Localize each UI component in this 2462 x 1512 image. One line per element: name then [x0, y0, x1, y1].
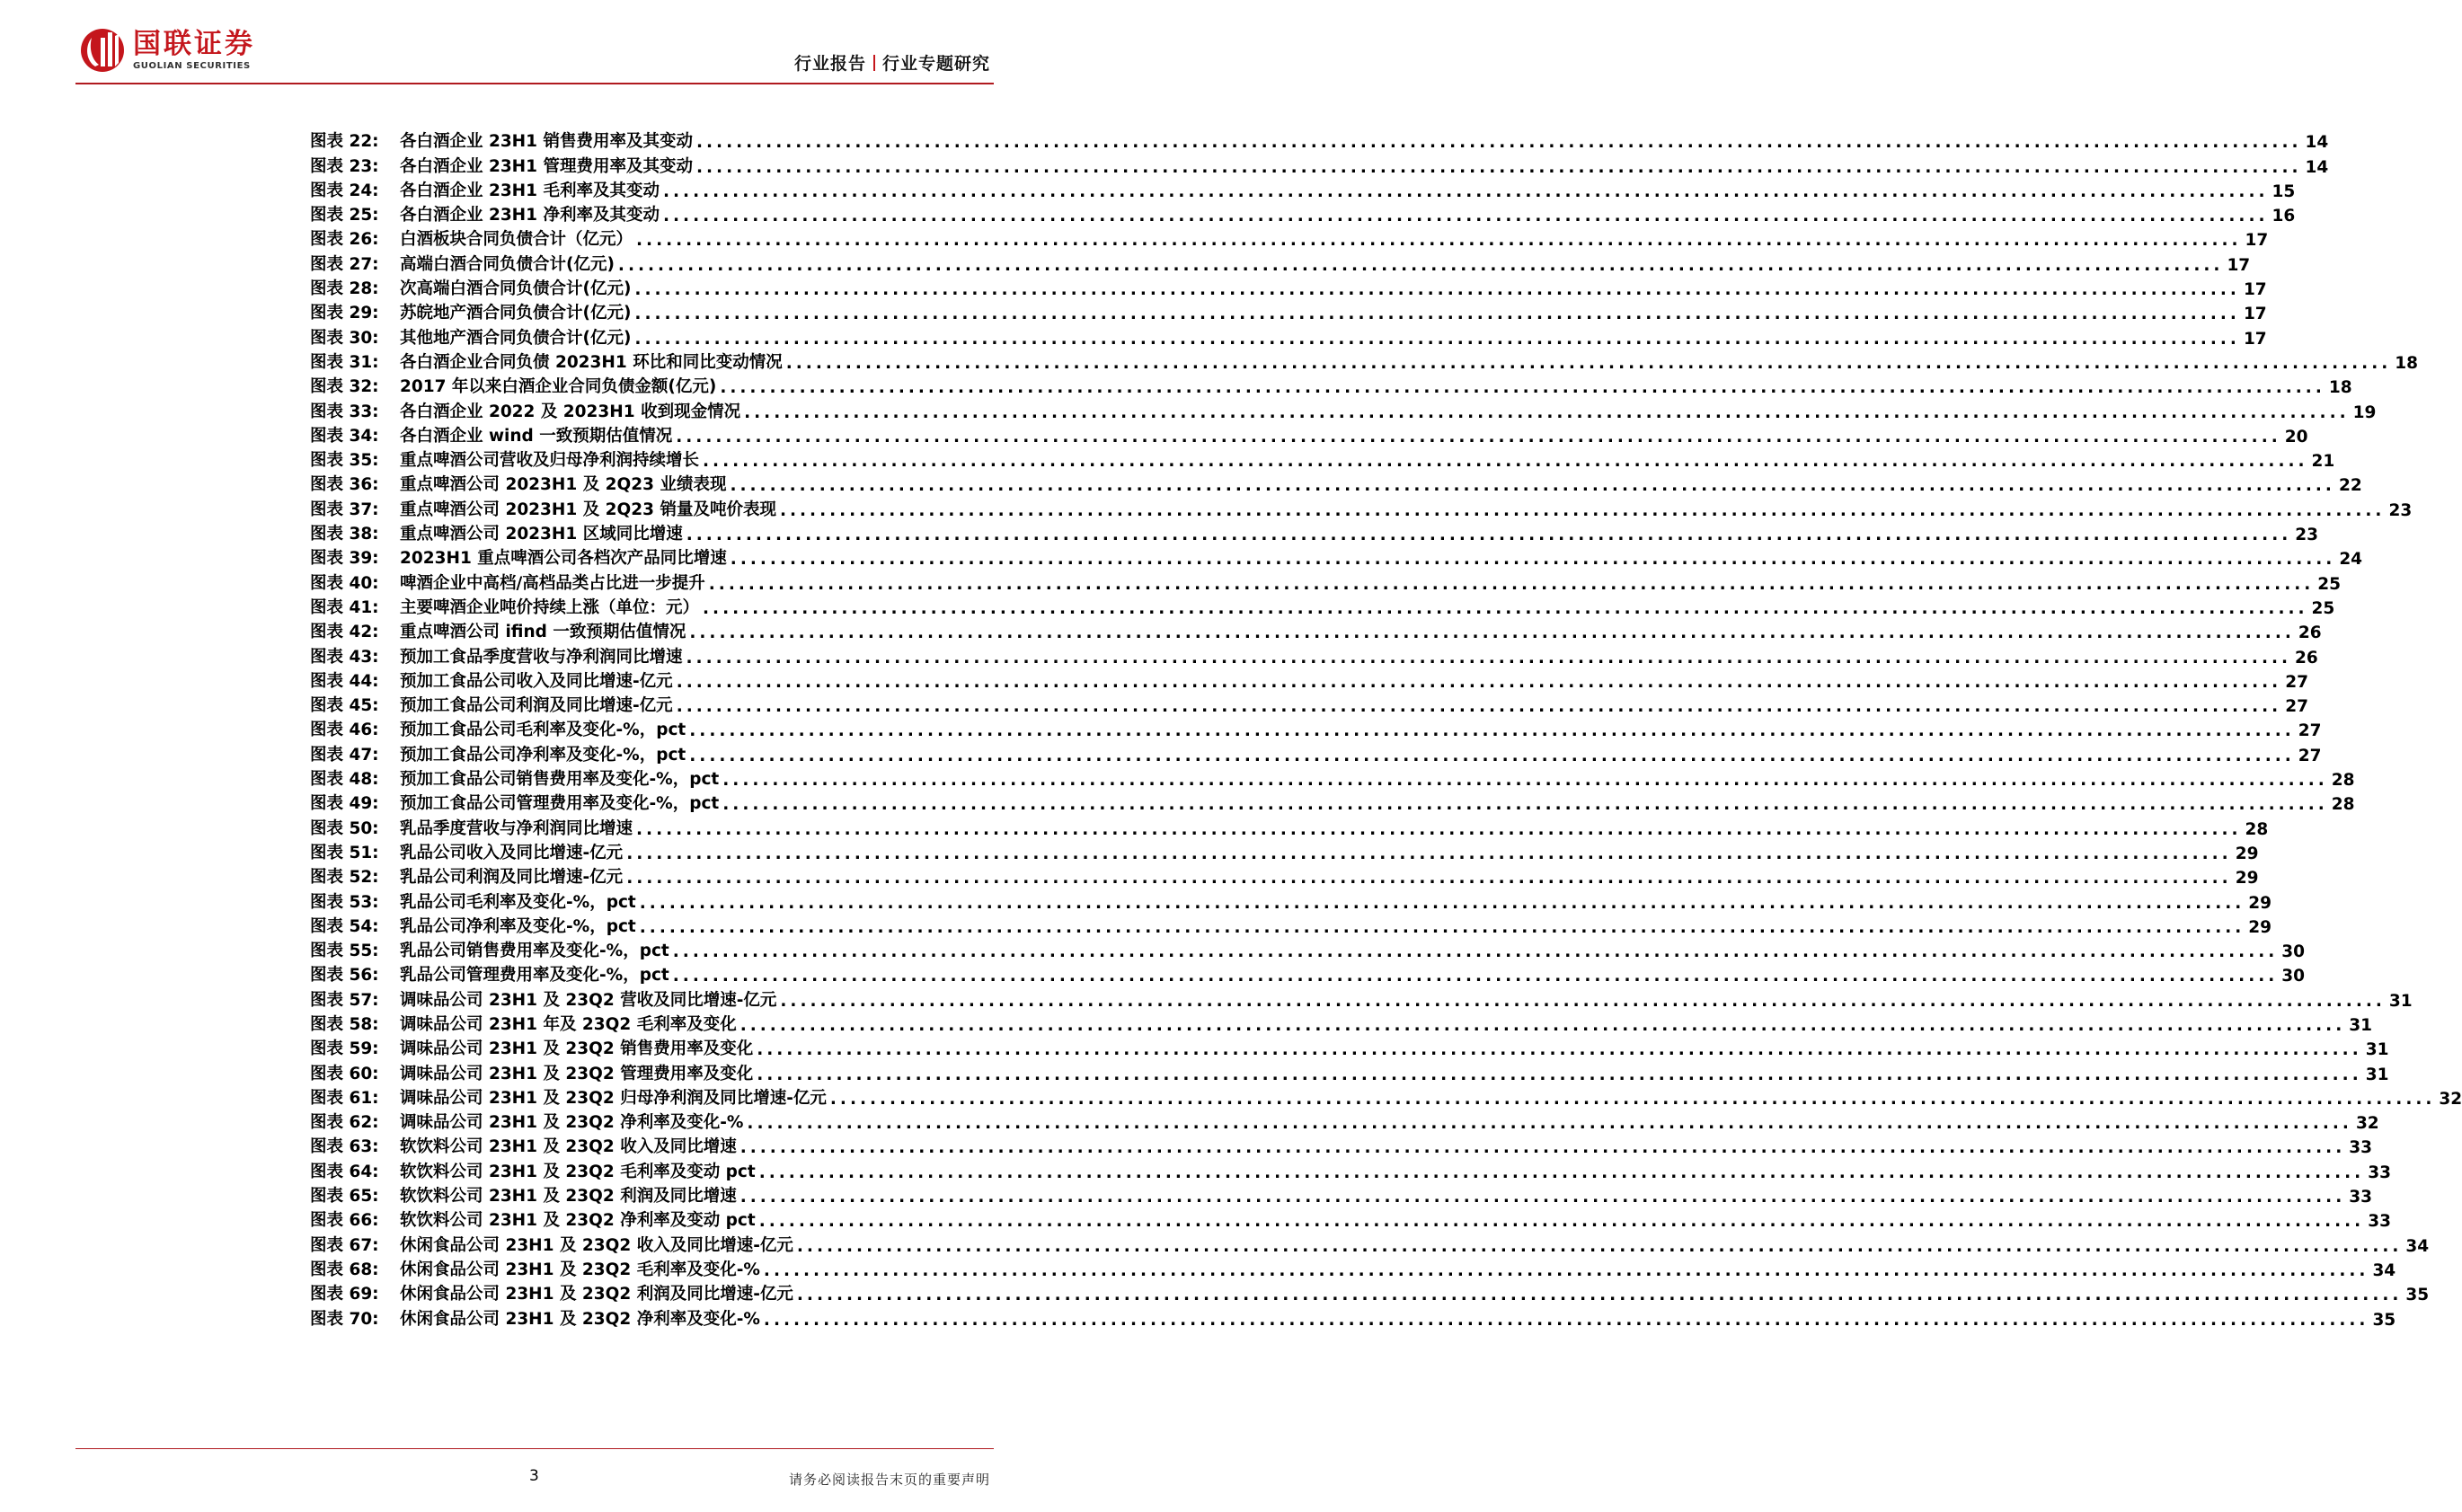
figure-page-number: 35	[2405, 1286, 2430, 1305]
figure-label: 图表 56:	[310, 966, 379, 986]
leader-dots	[703, 599, 2308, 618]
toc-entry[interactable]	[310, 1280, 2430, 1305]
leader-dots	[673, 967, 2279, 986]
figure-page-number: 32	[2355, 1114, 2379, 1134]
figure-label: 图表 26:	[310, 230, 379, 250]
leader-dots	[730, 476, 2335, 495]
figure-label: 图表 58:	[310, 1014, 379, 1034]
leader-dots	[780, 992, 2386, 1011]
toc-entry[interactable]	[310, 1304, 2396, 1330]
report-type: 行业报告	[793, 54, 866, 74]
figure-page-number: 27	[2285, 672, 2308, 692]
leader-dots	[634, 280, 2240, 299]
figure-title: 各白酒企业合同负债 2023H1 环比和同比变动情况	[400, 352, 783, 372]
leader-dots	[677, 697, 2282, 716]
leader-dots	[703, 452, 2308, 471]
toc-entry[interactable]	[310, 1231, 2430, 1256]
figure-page-number: 28	[2331, 771, 2355, 791]
figure-page-number: 34	[2405, 1236, 2430, 1256]
figure-label: 图表 60:	[310, 1064, 379, 1083]
figure-label: 图表 27:	[310, 254, 379, 274]
toc-entry[interactable]	[310, 569, 2342, 594]
figure-title: 调味品公司 23H1 及 23Q2 归母净利润及同比增速-亿元	[400, 1088, 827, 1108]
toc-entry[interactable]	[310, 201, 2296, 226]
figure-page-number: 15	[2272, 181, 2296, 201]
figure-label: 图表 61:	[310, 1088, 379, 1108]
logo-chinese-name: 国联证券	[133, 28, 255, 60]
figure-label: 图表 39:	[310, 549, 379, 569]
figure-label: 图表 43:	[310, 647, 379, 667]
leader-dots	[686, 649, 2292, 668]
leader-dots	[759, 1163, 2365, 1182]
figure-page-number: 20	[2284, 427, 2308, 447]
leader-dots	[676, 428, 2281, 447]
leader-dots	[689, 747, 2295, 765]
figure-title: 软饮料公司 23H1 及 23Q2 利润及同比增速	[400, 1187, 737, 1207]
toc-entry[interactable]	[310, 937, 2306, 962]
leader-dots	[640, 918, 2245, 937]
report-subtype: 行业专题研究	[881, 54, 990, 74]
toc-entry[interactable]	[310, 1035, 2389, 1060]
figure-title: 重点啤酒公司营收及归母净利润持续增长	[400, 451, 700, 471]
leader-dots	[797, 1286, 2403, 1304]
leader-dots	[830, 1090, 2436, 1109]
toc-entry[interactable]	[310, 839, 2259, 863]
figure-label: 图表 48:	[310, 770, 379, 790]
figure-page-number: 19	[2352, 402, 2377, 422]
figure-page-number: 33	[2368, 1163, 2391, 1182]
figure-title: 软饮料公司 23H1 及 23Q2 净利率及变动 pct	[400, 1211, 756, 1231]
figure-label: 图表 35:	[310, 451, 379, 471]
toc-entry[interactable]	[310, 373, 2352, 398]
toc-entry[interactable]	[310, 888, 2272, 913]
figure-label: 图表 22:	[310, 132, 379, 152]
toc-entry[interactable]	[310, 1133, 2372, 1158]
figure-label: 图表 64:	[310, 1162, 379, 1181]
figure-page-number: 29	[2248, 917, 2272, 937]
figure-page-number: 24	[2339, 550, 2363, 570]
figure-label: 图表 45:	[310, 696, 379, 716]
figure-title: 主要啤酒企业吨价持续上涨（单位：元）	[400, 597, 700, 617]
figure-title: 重点啤酒公司 2023H1 及 2Q23 业绩表现	[400, 475, 727, 495]
leader-dots	[636, 231, 2242, 250]
toc-entry[interactable]	[310, 397, 2377, 422]
figure-title: 乳品公司收入及同比增速-亿元	[400, 843, 624, 862]
toc-entry[interactable]	[310, 668, 2308, 692]
leader-dots	[689, 721, 2295, 740]
figure-page-number: 27	[2298, 721, 2322, 741]
figure-title: 2017 年以来白酒企业合同负债金额(亿元)	[400, 377, 717, 397]
leader-dots	[780, 501, 2386, 520]
leader-dots	[740, 1016, 2346, 1035]
toc-entry[interactable]	[310, 1084, 2462, 1109]
leader-dots	[786, 354, 2392, 373]
toc-entry[interactable]	[310, 618, 2322, 643]
leader-dots	[757, 1065, 2362, 1084]
figure-title: 调味品公司 23H1 及 23Q2 营收及同比增速-亿元	[400, 990, 777, 1010]
figure-page-number: 29	[2248, 893, 2272, 913]
figure-label: 图表 51:	[310, 843, 379, 862]
figure-title: 休闲食品公司 23H1 及 23Q2 净利率及变化-%	[400, 1309, 760, 1329]
toc-entry[interactable]	[310, 1059, 2389, 1084]
figure-title: 乳品公司管理费用率及变化-%，pct	[400, 966, 669, 986]
figure-label: 图表 70:	[310, 1309, 379, 1329]
figure-label: 图表 37:	[310, 500, 379, 519]
figure-page-number: 28	[2331, 795, 2355, 815]
figure-title: 预加工食品公司收入及同比增速-亿元	[400, 671, 673, 691]
figure-page-number: 31	[2365, 1065, 2389, 1084]
figure-label: 图表 40:	[310, 573, 379, 593]
page-number: 3	[529, 1467, 539, 1485]
figure-label: 图表 57:	[310, 990, 379, 1010]
leader-dots	[634, 305, 2240, 323]
figure-title: 各白酒企业 23H1 净利率及其变动	[400, 206, 660, 225]
figure-title: 白酒板块合同负债合计（亿元）	[400, 230, 633, 250]
figure-title: 预加工食品公司销售费用率及变化-%，pct	[400, 770, 720, 790]
figure-page-number: 31	[2388, 991, 2413, 1011]
figure-label: 图表 23:	[310, 156, 379, 176]
leader-dots	[636, 820, 2242, 839]
company-logo	[79, 27, 255, 74]
leader-dots	[731, 550, 2336, 569]
leader-dots	[618, 256, 2224, 275]
leader-dots	[759, 1212, 2365, 1231]
leader-dots	[722, 771, 2328, 790]
figure-page-number: 17	[2227, 255, 2251, 275]
figure-label: 图表 32:	[310, 377, 379, 397]
figure-page-number: 28	[2245, 819, 2269, 839]
figure-title: 其他地产酒合同负债合计(亿元)	[400, 328, 632, 348]
figure-label: 图表 47:	[310, 745, 379, 765]
toc-entry[interactable]	[310, 250, 2251, 275]
leader-dots	[744, 403, 2350, 422]
leader-dots	[663, 182, 2269, 201]
toc-entry[interactable]	[310, 422, 2308, 447]
figure-title: 休闲食品公司 23H1 及 23Q2 毛利率及变化-%	[400, 1260, 760, 1279]
guolian-logo-icon	[79, 27, 126, 74]
figure-page-number: 31	[2365, 1040, 2389, 1060]
leader-dots	[764, 1311, 2369, 1330]
toc-entry[interactable]	[310, 349, 2418, 373]
figure-page-number: 29	[2235, 844, 2259, 863]
figure-page-number: 22	[2338, 476, 2362, 496]
figure-title: 休闲食品公司 23H1 及 23Q2 利润及同比增速-亿元	[400, 1285, 793, 1304]
figure-label: 图表 66:	[310, 1211, 379, 1231]
leader-dots	[709, 575, 2315, 594]
figure-title: 软饮料公司 23H1 及 23Q2 毛利率及变动 pct	[400, 1162, 756, 1181]
figure-page-number: 31	[2349, 1015, 2372, 1035]
figure-title: 调味品公司 23H1 年及 23Q2 毛利率及变化	[400, 1014, 737, 1034]
figure-page-number: 16	[2272, 207, 2296, 226]
leader-dots	[689, 623, 2295, 642]
figure-title: 调味品公司 23H1 及 23Q2 销售费用率及变化	[400, 1039, 754, 1059]
figure-page-number: 18	[2395, 353, 2418, 373]
figure-label: 图表 36:	[310, 475, 379, 495]
figure-title: 休闲食品公司 23H1 及 23Q2 收入及同比增速-亿元	[400, 1235, 793, 1255]
figure-label: 图表 41:	[310, 597, 379, 617]
toc-entry[interactable]	[310, 177, 2296, 201]
figure-label: 图表 24:	[310, 181, 379, 200]
toc-entry[interactable]	[310, 986, 2413, 1011]
toc-entry[interactable]	[310, 863, 2259, 889]
figure-title: 各白酒企业 wind 一致预期估值情况	[400, 426, 673, 446]
figure-label: 图表 52:	[310, 868, 379, 888]
figure-page-number: 30	[2281, 942, 2306, 962]
toc-entry[interactable]	[310, 814, 2269, 839]
figure-label: 图表 28:	[310, 279, 379, 299]
figure-page-number: 18	[2328, 378, 2352, 398]
figure-title: 调味品公司 23H1 及 23Q2 净利率及变化-%	[400, 1113, 744, 1133]
toc-entry[interactable]	[310, 299, 2267, 324]
figure-title: 重点啤酒公司 2023H1 及 2Q23 销量及吨价表现	[400, 500, 776, 519]
figure-label: 图表 63:	[310, 1137, 379, 1157]
figure-label: 图表 38:	[310, 525, 379, 544]
figure-page-number: 33	[2349, 1188, 2372, 1207]
figure-page-number: 33	[2368, 1212, 2391, 1232]
figure-label: 图表 67:	[310, 1235, 379, 1255]
figure-page-number: 17	[2245, 231, 2269, 251]
toc-entry[interactable]	[310, 1011, 2372, 1035]
figure-label: 图表 53:	[310, 892, 379, 912]
figure-page-number: 33	[2349, 1138, 2372, 1158]
figure-page-number: 26	[2295, 648, 2318, 668]
figure-page-number: 26	[2298, 623, 2322, 643]
toc-entry[interactable]	[310, 152, 2329, 177]
leader-dots	[640, 894, 2245, 913]
figure-page-number: 27	[2285, 697, 2308, 717]
figure-page-number: 32	[2439, 1089, 2462, 1109]
figure-title: 重点啤酒公司 2023H1 区域同比增速	[400, 525, 683, 544]
leader-dots	[722, 795, 2328, 814]
figure-title: 重点啤酒公司 ifind 一致预期估值情况	[400, 623, 686, 642]
page-header	[0, 0, 1069, 90]
leader-dots	[740, 1138, 2346, 1157]
figure-label: 图表 62:	[310, 1113, 379, 1133]
figure-title: 苏皖地产酒合同负债合计(亿元)	[400, 304, 632, 323]
toc-entry[interactable]	[310, 740, 2322, 765]
toc-entry[interactable]	[310, 323, 2267, 349]
toc-entry[interactable]	[310, 1256, 2396, 1280]
toc-entry[interactable]	[310, 447, 2335, 472]
toc-entry[interactable]	[310, 128, 2329, 153]
leader-dots	[696, 158, 2302, 177]
leader-dots	[663, 207, 2269, 225]
figure-page-number: 17	[2243, 329, 2267, 349]
leader-dots	[686, 526, 2292, 544]
footer-divider	[75, 1448, 994, 1449]
leader-dots	[747, 1114, 2352, 1133]
header-divider	[75, 83, 994, 84]
figure-title: 各白酒企业 23H1 销售费用率及其变动	[400, 132, 693, 152]
figure-label: 图表 34:	[310, 426, 379, 446]
figure-title: 乳品公司毛利率及变化-%，pct	[400, 892, 636, 912]
figure-title: 各白酒企业 23H1 管理费用率及其变动	[400, 156, 693, 176]
figure-page-number: 25	[2311, 598, 2335, 618]
leader-dots	[626, 869, 2232, 888]
figure-page-number: 23	[2295, 526, 2318, 545]
toc-entry[interactable]	[310, 790, 2355, 815]
toc-entry[interactable]	[310, 913, 2272, 937]
figure-label: 图表 44:	[310, 671, 379, 691]
toc-entry[interactable]	[310, 961, 2306, 986]
figure-page-number: 30	[2281, 967, 2306, 986]
figure-label: 图表 30:	[310, 328, 379, 348]
figure-page-number: 21	[2311, 452, 2335, 472]
toc-entry[interactable]	[310, 544, 2363, 570]
figure-title: 预加工食品公司净利率及变化-%，pct	[400, 745, 686, 765]
figure-title: 次高端白酒合同负债合计(亿元)	[400, 279, 632, 299]
figure-title: 预加工食品公司毛利率及变化-%，pct	[400, 721, 686, 740]
leader-dots	[720, 378, 2325, 397]
figure-page-number: 14	[2305, 157, 2329, 177]
figure-label: 图表 33:	[310, 402, 379, 421]
figure-label: 图表 54:	[310, 916, 379, 936]
figure-title: 乳品季度营收与净利润同比增速	[400, 818, 633, 838]
leader-dots	[797, 1237, 2403, 1256]
figure-title: 调味品公司 23H1 及 23Q2 管理费用率及变化	[400, 1064, 754, 1083]
toc-entry[interactable]	[310, 1207, 2391, 1232]
figure-title: 各白酒企业 23H1 毛利率及其变动	[400, 181, 660, 200]
figure-title: 高端白酒合同负债合计(亿元)	[400, 254, 615, 274]
figure-label: 图表 42:	[310, 623, 379, 642]
figure-label: 图表 50:	[310, 818, 379, 838]
leader-dots	[696, 133, 2302, 152]
figure-label: 图表 65:	[310, 1187, 379, 1207]
footer-disclaimer: 请务必阅读报告末页的重要声明	[788, 1472, 990, 1488]
toc-entry[interactable]	[310, 692, 2308, 717]
figure-title: 乳品公司净利率及变化-%，pct	[400, 916, 636, 936]
figure-page-number: 23	[2388, 500, 2413, 520]
report-category	[794, 50, 990, 75]
leader-dots	[634, 330, 2240, 349]
figure-label: 图表 46:	[310, 721, 379, 740]
leader-dots	[626, 844, 2232, 863]
toc-entry[interactable]	[310, 594, 2335, 618]
table-of-figures	[310, 128, 2462, 1330]
figure-page-number: 17	[2243, 305, 2267, 324]
figure-title: 预加工食品公司管理费用率及变化-%，pct	[400, 794, 720, 814]
toc-entry[interactable]	[310, 1182, 2372, 1207]
figure-label: 图表 59:	[310, 1039, 379, 1059]
toc-entry[interactable]	[310, 1109, 2379, 1134]
leader-dots	[673, 942, 2279, 961]
toc-entry[interactable]	[310, 1157, 2391, 1182]
toc-entry[interactable]	[310, 495, 2413, 520]
figure-page-number: 25	[2317, 574, 2342, 594]
figure-title: 各白酒企业 2022 及 2023H1 收到现金情况	[400, 402, 741, 421]
logo-english-name: GUOLIAN SECURITIES	[133, 61, 251, 71]
figure-page-number: 34	[2372, 1260, 2396, 1280]
leader-dots	[764, 1261, 2369, 1280]
toc-entry[interactable]	[310, 642, 2318, 668]
figure-title: 预加工食品公司利润及同比增速-亿元	[400, 696, 673, 716]
toc-entry[interactable]	[310, 520, 2318, 545]
leader-dots	[757, 1040, 2362, 1059]
toc-entry[interactable]	[310, 225, 2269, 251]
header-separator	[873, 55, 875, 71]
toc-entry[interactable]	[310, 471, 2362, 496]
figure-page-number: 27	[2298, 746, 2322, 765]
toc-entry[interactable]	[310, 275, 2267, 300]
figure-title: 2023H1 重点啤酒公司各档次产品同比增速	[400, 549, 727, 569]
leader-dots	[740, 1188, 2346, 1207]
figure-title: 预加工食品季度营收与净利润同比增速	[400, 647, 683, 667]
figure-title: 啤酒企业中高档/高档品类占比进一步提升	[400, 573, 705, 593]
figure-label: 图表 55:	[310, 942, 379, 961]
figure-title: 软饮料公司 23H1 及 23Q2 收入及同比增速	[400, 1137, 737, 1157]
toc-entry[interactable]	[310, 765, 2355, 791]
toc-entry[interactable]	[310, 716, 2322, 741]
figure-label: 图表 68:	[310, 1260, 379, 1279]
figure-page-number: 29	[2235, 869, 2259, 889]
figure-page-number: 17	[2243, 280, 2267, 300]
figure-label: 图表 69:	[310, 1285, 379, 1304]
figure-label: 图表 49:	[310, 794, 379, 814]
figure-title: 乳品公司利润及同比增速-亿元	[400, 868, 624, 888]
figure-page-number: 14	[2305, 133, 2329, 153]
figure-page-number: 35	[2372, 1310, 2396, 1330]
leader-dots	[677, 673, 2282, 692]
figure-label: 图表 31:	[310, 352, 379, 372]
figure-label: 图表 25:	[310, 206, 379, 225]
figure-title: 乳品公司销售费用率及变化-%，pct	[400, 942, 669, 961]
figure-label: 图表 29:	[310, 304, 379, 323]
